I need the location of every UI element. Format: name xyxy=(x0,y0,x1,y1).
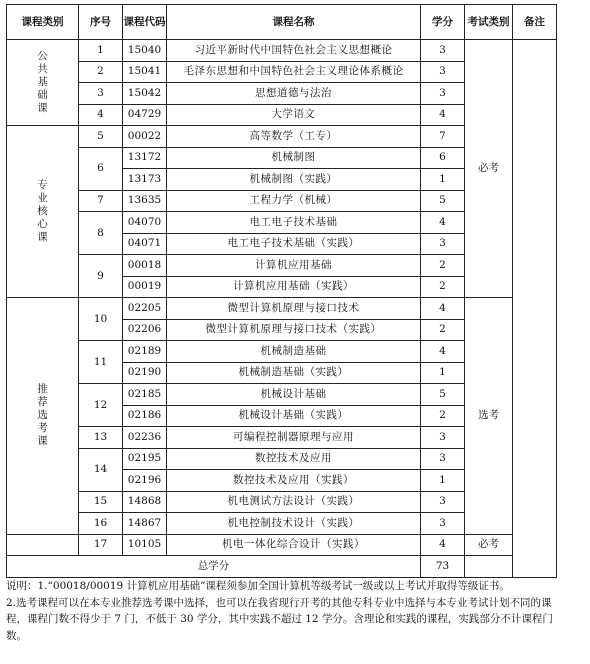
code-cell: 02185 xyxy=(123,384,167,406)
course-name-cell: 毛泽东思想和中国特色社会主义理论体系概论 xyxy=(167,61,421,83)
course-name-cell: 习近平新时代中国特色社会主义思想概论 xyxy=(167,40,421,62)
table-row xyxy=(7,298,557,320)
credit-cell: 3 xyxy=(421,83,465,105)
seq-cell: 16 xyxy=(79,513,123,535)
course-name-cell: 思想道德与法治 xyxy=(167,83,421,105)
header-row xyxy=(7,5,557,40)
seq-cell: 11 xyxy=(79,341,123,384)
seq-cell: 17 xyxy=(79,534,123,556)
code-cell: 02186 xyxy=(123,405,167,427)
code-cell: 02190 xyxy=(123,362,167,384)
code-cell: 04729 xyxy=(123,104,167,126)
code-cell: 00018 xyxy=(123,255,167,277)
table-row xyxy=(7,534,557,556)
code-cell: 00022 xyxy=(123,126,167,148)
header-exam-type: 考试类别 xyxy=(465,5,513,40)
seq-cell: 7 xyxy=(79,190,123,212)
exam-type-elective: 选考 xyxy=(465,298,513,535)
seq-cell: 13 xyxy=(79,427,123,449)
code-cell: 00019 xyxy=(123,276,167,298)
credit-cell: 3 xyxy=(421,491,465,513)
credit-cell: 7 xyxy=(421,126,465,148)
seq-cell: 12 xyxy=(79,384,123,427)
code-cell: 13635 xyxy=(123,190,167,212)
credit-cell: 3 xyxy=(421,427,465,449)
course-name-cell: 机电控制技术设计（实践） xyxy=(167,513,421,535)
code-cell: 13172 xyxy=(123,147,167,169)
vertical-text: 专 业 核 心 课 xyxy=(37,179,48,243)
total-row xyxy=(7,556,557,578)
credit-cell: 2 xyxy=(421,276,465,298)
course-name-cell: 工程力学（机械） xyxy=(167,190,421,212)
seq-cell: 6 xyxy=(79,147,123,190)
seq-cell: 4 xyxy=(79,104,123,126)
header-code: 课程代码 xyxy=(123,5,167,40)
total-value: 73 xyxy=(421,556,465,578)
credit-cell: 3 xyxy=(421,40,465,62)
credit-cell: 4 xyxy=(421,534,465,556)
note-1: 说明：1.“00018/00019 计算机应用基础”课程须参加全国计算机等级考试一级或以上考试并取得等级证书。 xyxy=(6,580,510,592)
course-name-cell: 机械制造基础（实践） xyxy=(167,362,421,384)
header-seq: 序号 xyxy=(79,5,123,40)
code-cell: 14868 xyxy=(123,491,167,513)
course-name-cell: 电工电子技术基础 xyxy=(167,212,421,234)
seq-cell: 1 xyxy=(79,40,123,62)
code-cell: 02196 xyxy=(123,470,167,492)
code-cell: 02189 xyxy=(123,341,167,363)
code-cell: 02236 xyxy=(123,427,167,449)
note-2: 2.选考课程可以在本专业推荐选考课中选择，也可以在我省现行开考的其他专科专业中选择与本专业考试计划不同的课程，课程门数不得少于 7 门，不低于 30 学分，其中实践不超过 12 学分。含理论和实践的课程，实践部分不计课程门数。 xyxy=(6,596,553,642)
course-name-cell: 计算机应用基础 xyxy=(167,255,421,277)
course-name-cell: 计算机应用基础（实践） xyxy=(167,276,421,298)
category-empty-cell xyxy=(7,534,79,556)
course-name-cell: 微型计算机原理与接口技术（实践） xyxy=(167,319,421,341)
credit-cell: 1 xyxy=(421,169,465,191)
code-cell: 04070 xyxy=(123,212,167,234)
vertical-text: 推 荐 选 考 课 xyxy=(37,383,48,448)
course-name-cell: 机械设计基础 xyxy=(167,384,421,406)
credit-cell: 6 xyxy=(421,147,465,169)
code-cell: 13173 xyxy=(123,169,167,191)
credit-cell: 2 xyxy=(421,319,465,341)
course-name-cell: 数控技术及应用（实践） xyxy=(167,470,421,492)
course-name-cell: 机电测试方法设计（实践） xyxy=(167,491,421,513)
code-cell: 02195 xyxy=(123,448,167,470)
credit-cell: 3 xyxy=(421,61,465,83)
credit-cell: 3 xyxy=(421,448,465,470)
credit-cell: 2 xyxy=(421,255,465,277)
course-name-cell: 数控技术及应用 xyxy=(167,448,421,470)
seq-cell: 3 xyxy=(79,83,123,105)
credit-cell: 3 xyxy=(421,513,465,535)
table-row xyxy=(7,40,557,62)
code-cell: 15041 xyxy=(123,61,167,83)
category-elective xyxy=(7,298,79,535)
code-cell: 15042 xyxy=(123,83,167,105)
total-label: 总学分 xyxy=(7,556,421,578)
credit-cell: 4 xyxy=(421,212,465,234)
course-name-cell: 电工电子技术基础（实践） xyxy=(167,233,421,255)
seq-cell: 10 xyxy=(79,298,123,341)
course-name-cell: 机电一体化综合设计（实践） xyxy=(167,534,421,556)
seq-cell: 5 xyxy=(79,126,123,148)
header-remark: 备注 xyxy=(513,5,557,40)
header-category: 课程类别 xyxy=(7,5,79,40)
course-name-cell: 机械制图（实践） xyxy=(167,169,421,191)
code-cell: 04071 xyxy=(123,233,167,255)
seq-cell: 14 xyxy=(79,448,123,491)
credit-cell: 5 xyxy=(421,384,465,406)
seq-cell: 9 xyxy=(79,255,123,298)
seq-cell: 8 xyxy=(79,212,123,255)
course-name-cell: 机械设计基础（实践） xyxy=(167,405,421,427)
course-table xyxy=(6,4,557,578)
credit-cell: 4 xyxy=(421,341,465,363)
credit-cell: 4 xyxy=(421,298,465,320)
code-cell: 14867 xyxy=(123,513,167,535)
header-credit: 学分 xyxy=(421,5,465,40)
code-cell: 02206 xyxy=(123,319,167,341)
code-cell: 15040 xyxy=(123,40,167,62)
category-core xyxy=(7,126,79,298)
header-name: 课程名称 xyxy=(167,5,421,40)
credit-cell: 3 xyxy=(421,233,465,255)
code-cell: 02205 xyxy=(123,298,167,320)
credit-cell: 5 xyxy=(421,190,465,212)
total-exam-empty xyxy=(465,556,513,578)
course-name-cell: 机械制图 xyxy=(167,147,421,169)
exam-type-required-last: 必考 xyxy=(465,534,513,556)
course-name-cell: 微型计算机原理与接口技术 xyxy=(167,298,421,320)
course-name-cell: 可编程控制器原理与应用 xyxy=(167,427,421,449)
vertical-text: 公 共 基 础 课 xyxy=(37,50,48,114)
course-name-cell: 机械制造基础 xyxy=(167,341,421,363)
seq-cell: 15 xyxy=(79,491,123,513)
credit-cell: 1 xyxy=(421,362,465,384)
exam-type-required: 必考 xyxy=(465,40,513,298)
course-name-cell: 高等数学（工专） xyxy=(167,126,421,148)
notes xyxy=(6,578,558,644)
credit-cell: 1 xyxy=(421,470,465,492)
remark-cell xyxy=(513,40,557,578)
code-cell: 10105 xyxy=(123,534,167,556)
category-public xyxy=(7,40,79,126)
seq-cell: 2 xyxy=(79,61,123,83)
credit-cell: 2 xyxy=(421,405,465,427)
course-name-cell: 大学语文 xyxy=(167,104,421,126)
credit-cell: 4 xyxy=(421,104,465,126)
